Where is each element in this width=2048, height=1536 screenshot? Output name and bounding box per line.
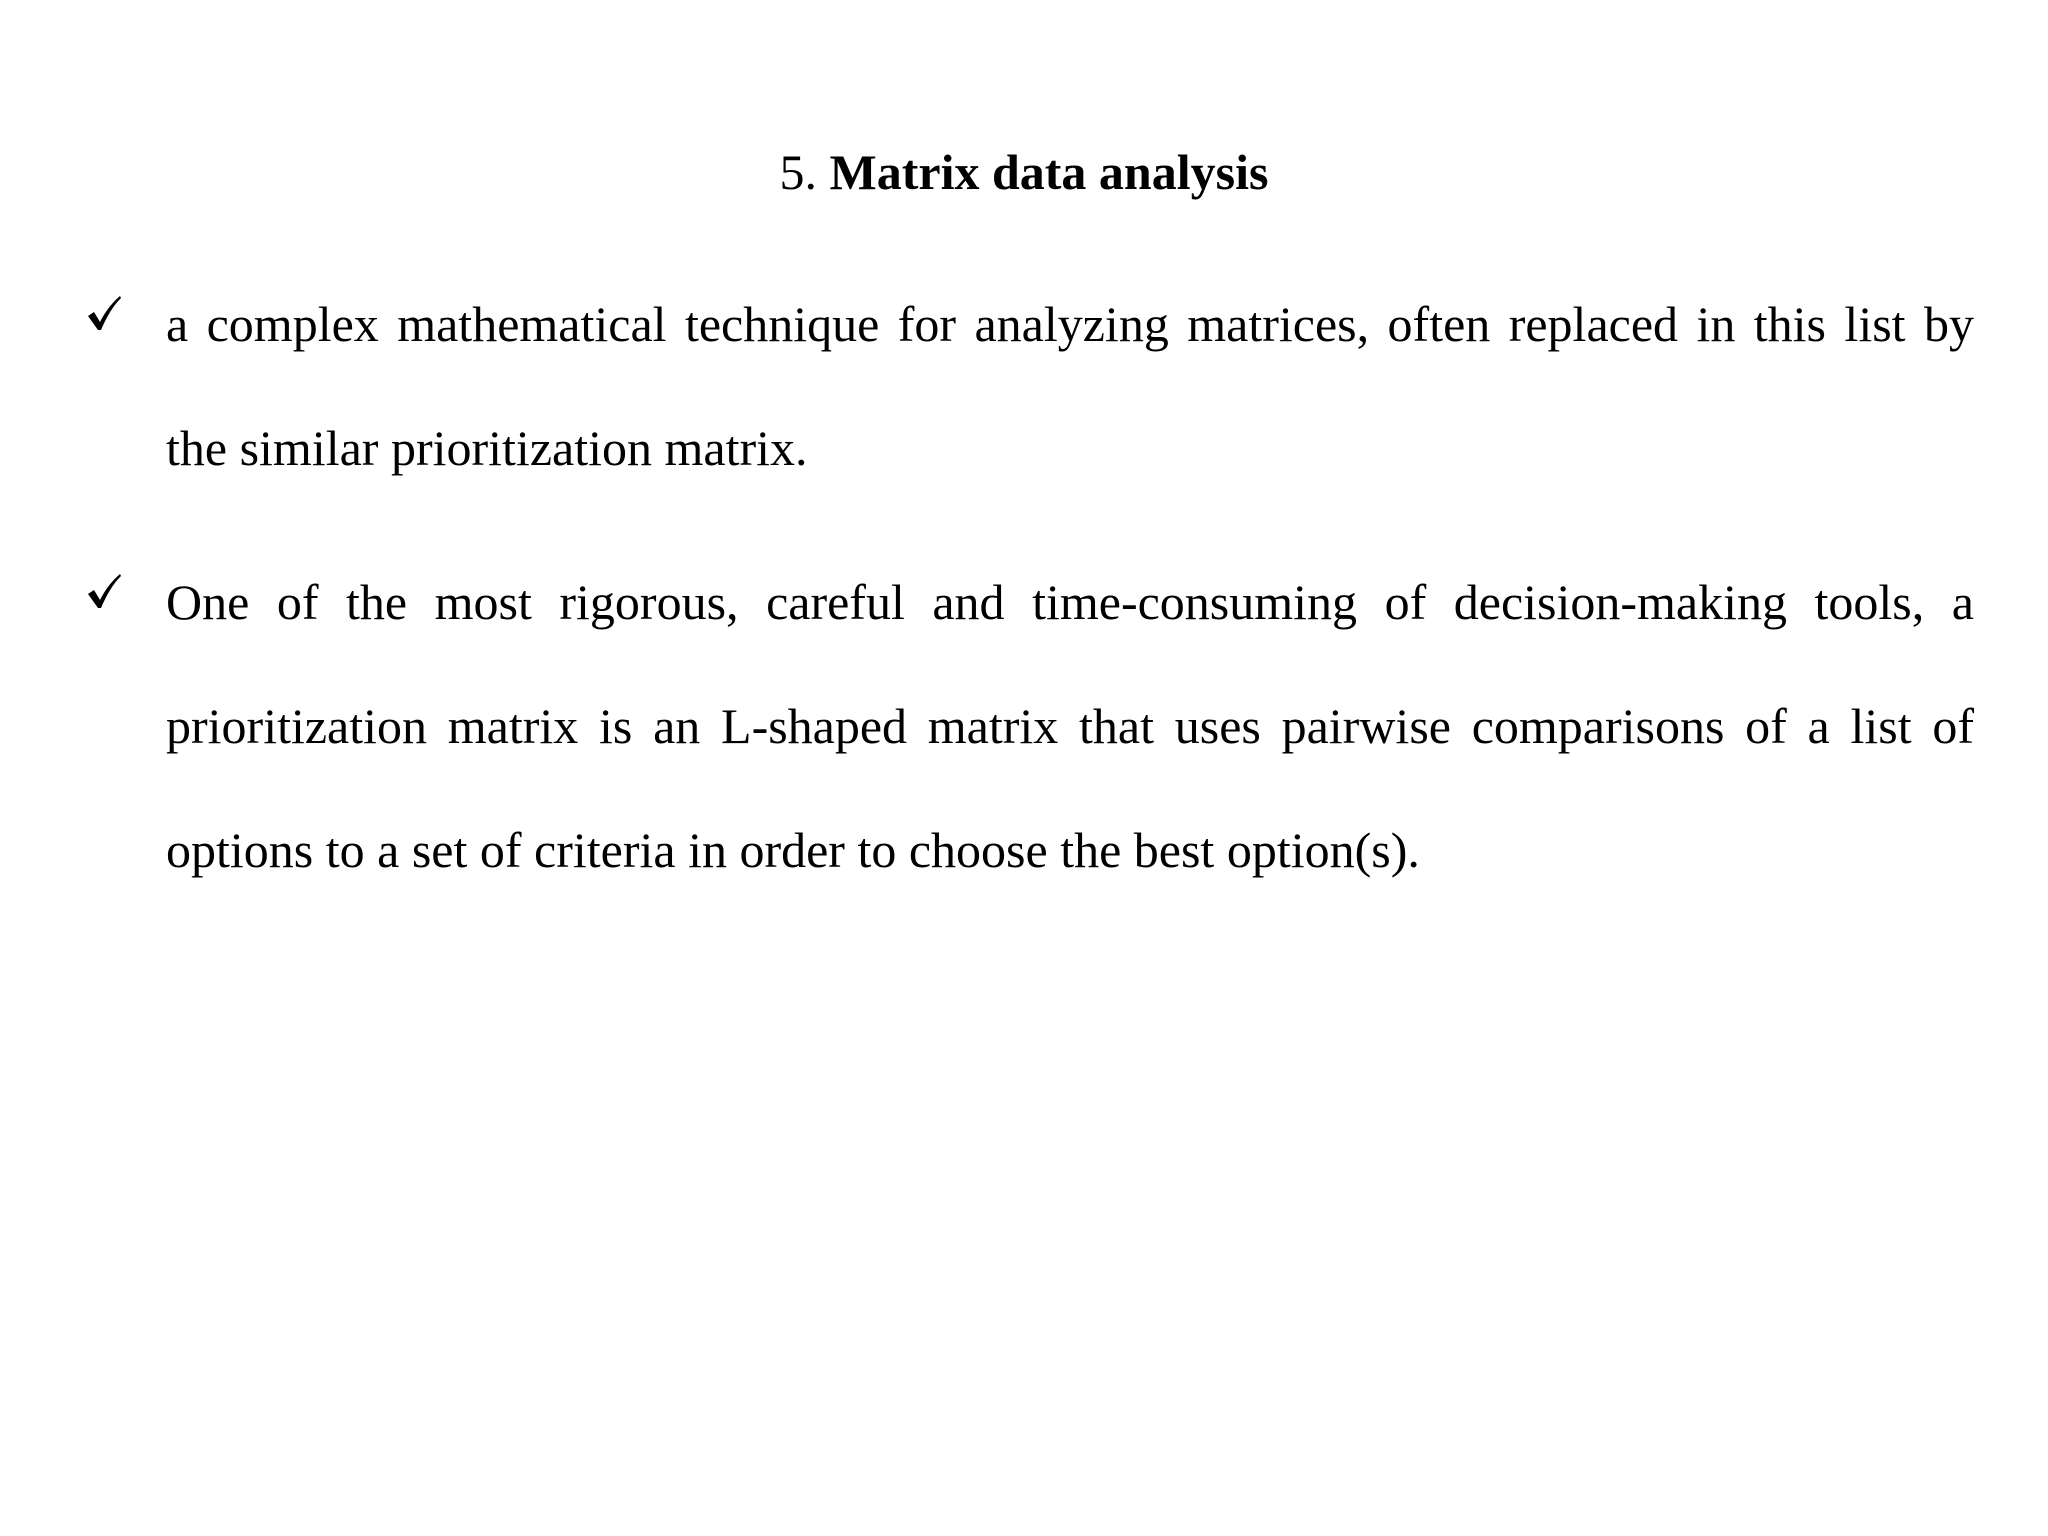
checkmark-icon [86,572,136,632]
checkmark-icon [86,294,136,354]
section-number: 5. [779,144,818,200]
section-title: Matrix data analysis [829,144,1269,200]
section-heading [0,142,2048,202]
bullet-text: a complex mathematical technique for analyzing matrices, often replaced in this list by the similar prioritization matrix. [166,296,1974,476]
bullet-text: One of the most rigorous, careful and time-consuming of decision-making tools, a prioritization matrix is an L-shaped matrix that uses pairwise comparisons of a list of options to a set of criteria in order to choose the best option(s). [166,574,1974,878]
